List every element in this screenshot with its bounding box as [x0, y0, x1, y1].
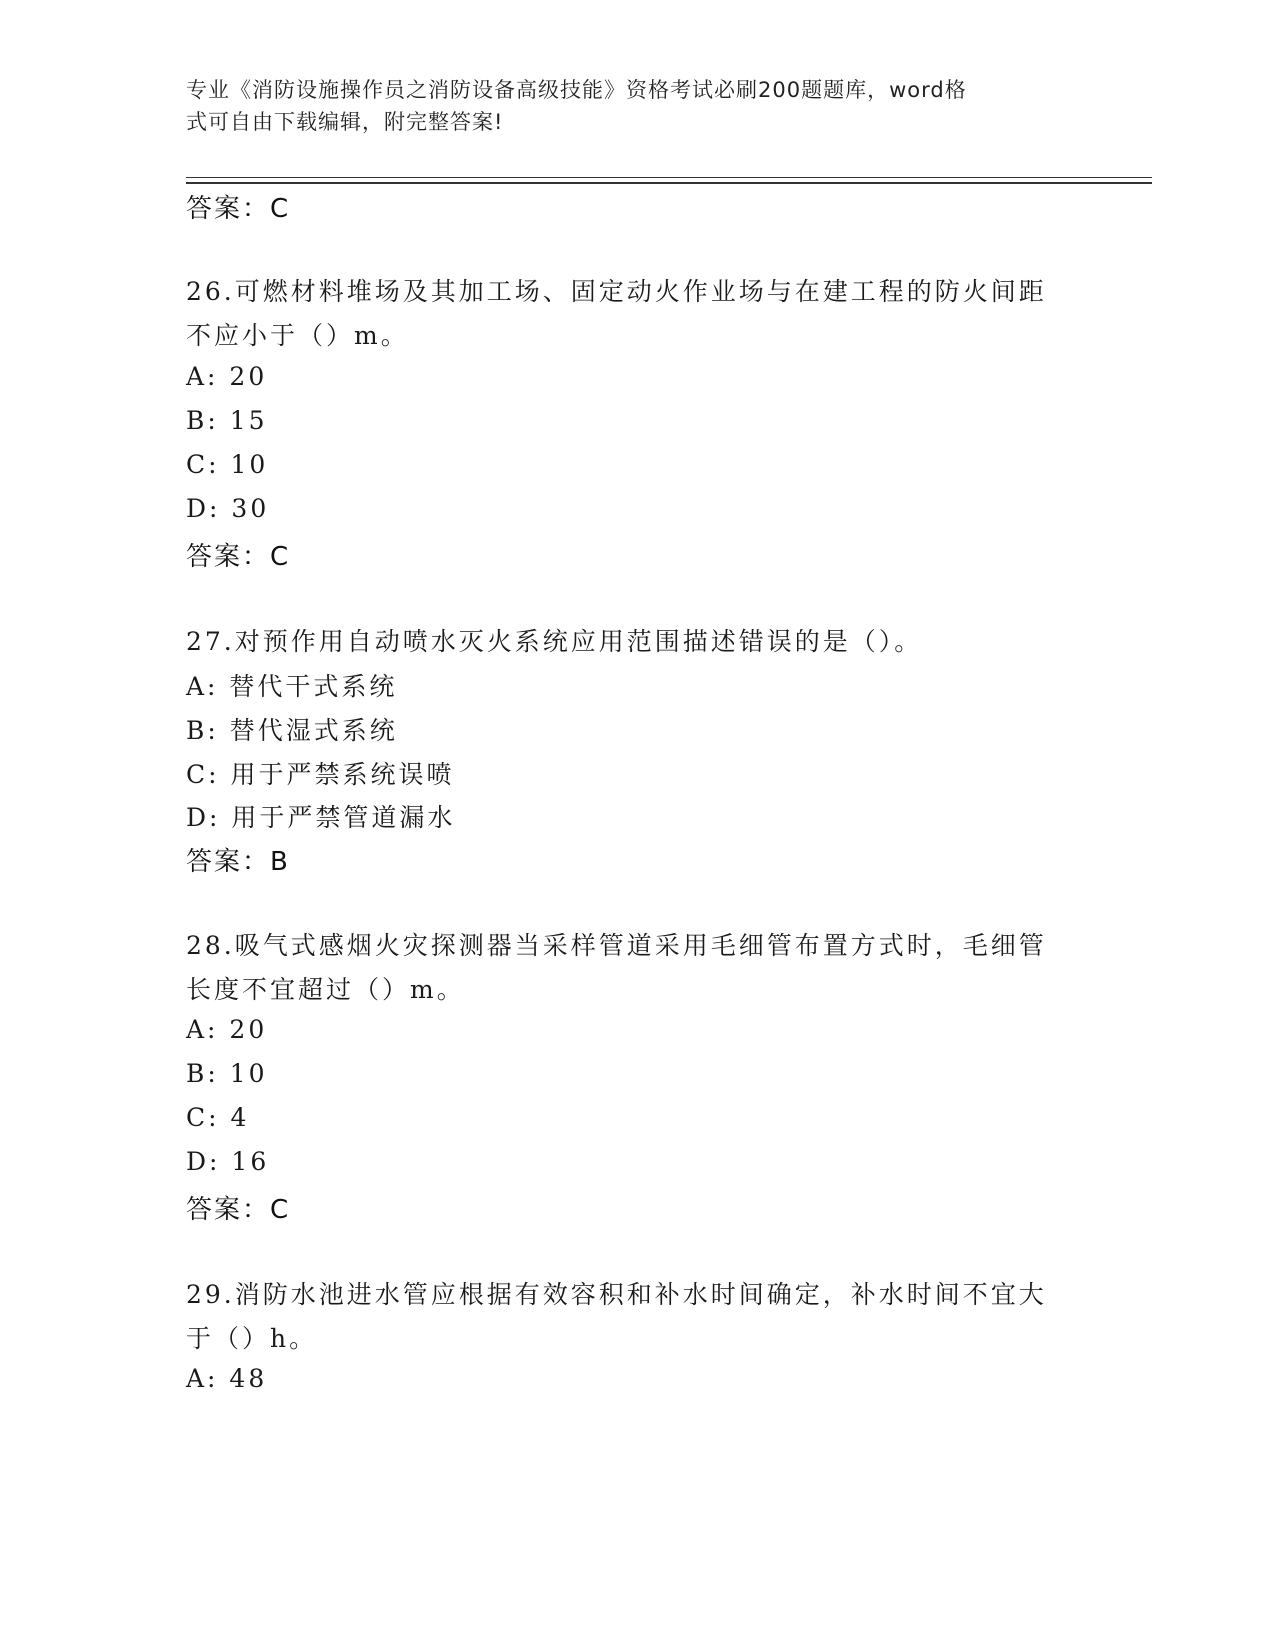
question-28-option-a: A: 20 [186, 1015, 268, 1044]
question-27-option-d: D: 用于严禁管道漏水 [186, 803, 456, 832]
question-27-option-a: A: 替代干式系统 [186, 672, 398, 701]
question-26-option-d: D: 30 [186, 494, 270, 523]
header-line-1: 专业《消防设施操作员之消防设备高级技能》资格考试必刷200题题库，word格 [186, 78, 967, 102]
question-27-option-b: B: 替代湿式系统 [186, 716, 398, 745]
header-divider-thin [186, 177, 1152, 178]
question-27-answer: 答案：B [186, 847, 290, 877]
question-26-option-b: B: 15 [186, 406, 268, 435]
question-26-stem-line-1: 26.可燃材料堆场及其加工场、固定动火作业场与在建工程的防火间距 [186, 277, 1047, 306]
header-line-2: 式可自由下载编辑，附完整答案! [186, 110, 504, 134]
question-28-option-c: C: 4 [186, 1103, 250, 1132]
question-28-option-d: D: 16 [186, 1147, 270, 1176]
question-26-option-c: C: 10 [186, 450, 269, 479]
question-27-option-c: C: 用于严禁系统误喷 [186, 760, 455, 789]
question-28-option-b: B: 10 [186, 1059, 268, 1088]
question-26-option-a: A: 20 [186, 362, 268, 391]
question-28-answer: 答案：C [186, 1195, 291, 1225]
previous-answer: 答案：C [186, 194, 291, 224]
document-header [186, 74, 1066, 138]
question-28-stem-line-2: 长度不宜超过（）m。 [186, 975, 465, 1004]
question-26-stem-line-2: 不应小于（）m。 [186, 321, 409, 350]
question-29-option-a: A: 48 [186, 1364, 268, 1393]
question-29-stem-line-1: 29.消防水池进水管应根据有效容积和补水时间确定，补水时间不宜大 [186, 1280, 1047, 1309]
question-28-stem-line-1: 28.吸气式感烟火灾探测器当采样管道采用毛细管布置方式时，毛细管 [186, 931, 1047, 960]
question-27-stem-line-1: 27.对预作用自动喷水灭火系统应用范围描述错误的是（）。 [186, 627, 923, 656]
question-26-answer: 答案：C [186, 542, 291, 572]
header-divider-thick [186, 182, 1152, 184]
question-29-stem-line-2: 于（）h。 [186, 1324, 318, 1353]
